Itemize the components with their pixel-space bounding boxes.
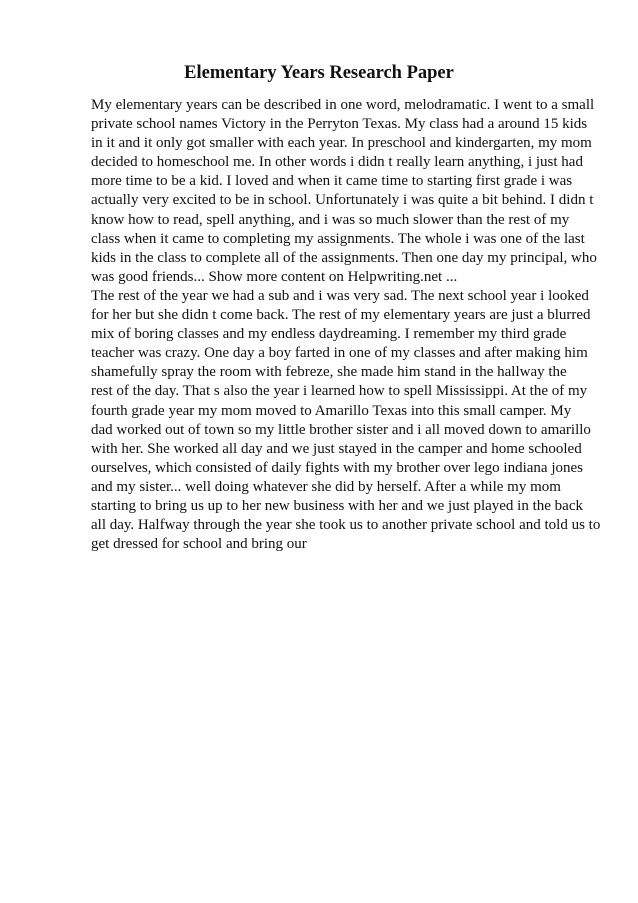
body-line: starting to bring us up to her new business with her and we just played in the back <box>91 497 583 514</box>
body-line: more time to be a kid. I loved and when it came time to starting first grade i was <box>91 173 573 190</box>
body-line: get dressed for school and bring our <box>91 536 307 553</box>
body-line: was good friends... Show more content on Helpwriting.net ... <box>91 268 458 285</box>
body-line: private school names Victory in the Perryton Texas. My class had a around 15 kids <box>91 116 588 133</box>
body-line: ourselves, which consisted of daily fights with my brother over lego indiana jones <box>91 459 583 476</box>
body-line: decided to homeschool me. In other words i didn t really learn anything, i just had <box>91 154 583 171</box>
body-line: with her. She worked all day and we just stayed in the camper and home schooled <box>91 440 582 457</box>
body-line: mix of boring classes and my endless daydreaming. I remember my third grade <box>91 326 567 343</box>
body-line: shamefully spray the room with febreze, she made him stand in the hallway the <box>91 364 567 381</box>
body-line: and my sister... well doing whatever she did by herself. After a while my mom <box>91 478 561 495</box>
body-line: rest of the day. That s also the year i learned how to spell Mississippi. At the of my <box>91 383 588 400</box>
body-line: know how to read, spell anything, and i was so much slower than the rest of my <box>91 211 570 228</box>
body-line: My elementary years can be described in one word, melodramatic. I went to a small <box>91 97 595 113</box>
body-line: class when it came to completing my assignments. The whole i was one of the last <box>91 230 585 247</box>
body-line: in it and it only got smaller with each year. In preschool and kindergarten, my mom <box>91 135 592 152</box>
body-line: all day. Halfway through the year she took us to another private school and told us to <box>91 517 601 534</box>
document-body <box>91 96 611 554</box>
body-line: teacher was crazy. One day a boy farted in one of my classes and after making him <box>91 345 588 362</box>
body-line: for her but she didn t come back. The rest of my elementary years are just a blurred <box>91 307 591 324</box>
body-line: The rest of the year we had a sub and i was very sad. The next school year i looked <box>91 287 589 304</box>
body-line: actually very excited to be in school. Unfortunately i was quite a bit behind. I didn t <box>91 192 594 209</box>
body-line: dad worked out of town so my little brother sister and i all moved down to amarillo <box>91 421 591 438</box>
body-line: kids in the class to complete all of the assignments. Then one day my principal, who <box>91 249 597 266</box>
document-title: Elementary Years Research Paper <box>184 63 454 83</box>
body-line: fourth grade year my mom moved to Amarillo Texas into this small camper. My <box>91 402 572 419</box>
